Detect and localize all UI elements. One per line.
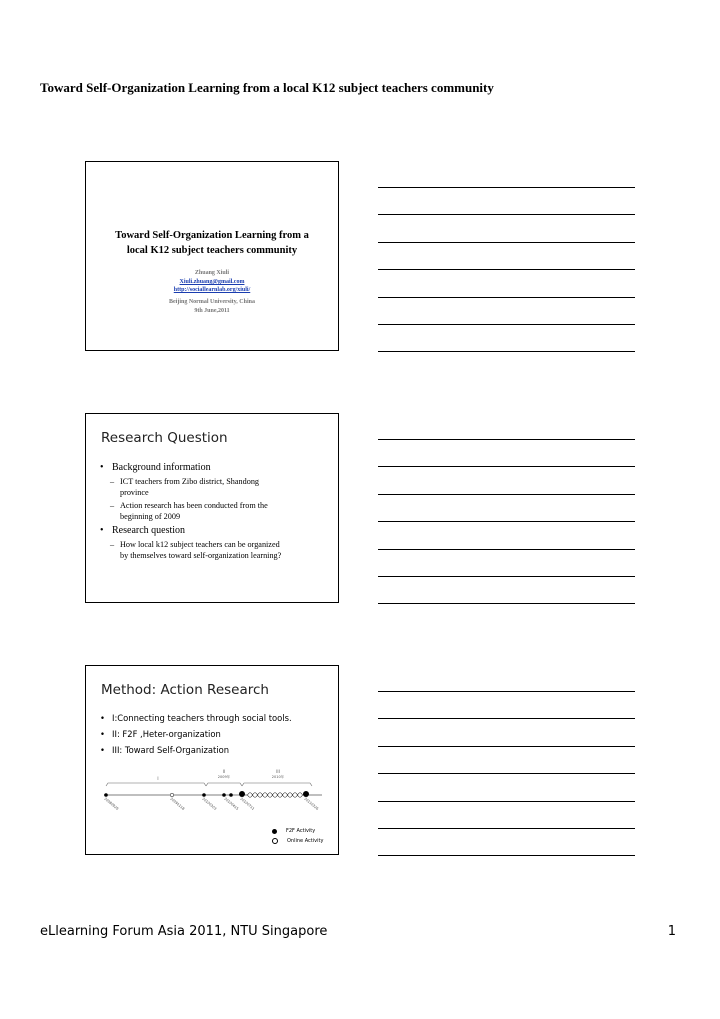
- institution: Beijing Normal University, China: [168, 299, 255, 305]
- f2f-marker: [229, 793, 233, 797]
- hollow-circle-icon: [272, 838, 278, 844]
- author-url-link[interactable]: http://sociallearnlab.org/xiuli/: [173, 287, 251, 293]
- slide-2-bullets: [100, 461, 328, 563]
- bullet-phase-1: • I:Connecting teachers through social tools.: [100, 712, 328, 724]
- slide-2: [85, 413, 339, 603]
- online-marker: [288, 793, 292, 797]
- slide-3-bullets: [100, 712, 328, 760]
- presentation-date: 9th June,2011: [194, 308, 230, 314]
- timeline-diagram: [100, 768, 326, 820]
- timeline-legend: [272, 826, 323, 846]
- note-line: [378, 801, 635, 802]
- slide-1-title-line-2: local K12 subject teachers community: [126, 245, 298, 256]
- sub-bullet-line: by themselves toward self-organization learning?: [120, 551, 282, 560]
- date-label: 20100711: [239, 796, 256, 811]
- sub-bullet-line: province: [120, 488, 149, 497]
- online-marker: [248, 793, 252, 797]
- online-marker: [273, 793, 277, 797]
- date-label: 20100415: [223, 796, 240, 811]
- note-line: [378, 603, 635, 604]
- legend-online-label: Online Activity: [287, 838, 324, 844]
- note-line: [378, 521, 635, 522]
- bullet-phase-3: • III: Toward Self-Organization: [100, 744, 328, 756]
- sub-bullet-line: beginning of 2009: [120, 512, 181, 521]
- online-marker: [258, 793, 262, 797]
- note-line: [378, 466, 635, 467]
- note-line: [378, 855, 635, 856]
- phase-2-bracket: [206, 783, 242, 786]
- slide-2-heading: Research Question: [101, 430, 228, 446]
- note-line: [378, 324, 635, 325]
- sub-bullet-line: – How local k12 subject teachers can be organized: [120, 540, 280, 549]
- date-label: 20110326: [303, 796, 320, 811]
- date-label: 20091118: [169, 796, 186, 811]
- legend-f2f-label: F2F Activity: [286, 828, 316, 834]
- note-line: [378, 269, 635, 270]
- note-line: [378, 773, 635, 774]
- online-marker: [253, 793, 257, 797]
- slide-3: [85, 665, 339, 855]
- phase-1-label: I: [157, 776, 159, 781]
- sub-bullet-line: – Action research has been conducted from the: [120, 501, 268, 510]
- note-line: [378, 214, 635, 215]
- legend-row-f2f: [272, 826, 323, 836]
- sub-bullet: [100, 539, 328, 561]
- online-marker: [283, 793, 287, 797]
- bullet-research-question: • Research question: [100, 524, 328, 537]
- note-line: [378, 691, 635, 692]
- online-marker: [298, 793, 302, 797]
- document-title: Toward Self-Organization Learning from a local K12 subject teachers community: [40, 80, 494, 95]
- sub-bullet: [100, 476, 328, 498]
- online-marker: [293, 793, 297, 797]
- phase-3-label: III: [276, 769, 280, 774]
- bullet-phase-2: • II: F2F ,Heter-organization: [100, 728, 328, 740]
- online-marker: [268, 793, 272, 797]
- phase-2-label: II: [222, 769, 226, 774]
- date-label: 20100303: [201, 796, 218, 811]
- note-line: [378, 494, 635, 495]
- date-label: 20080929: [103, 796, 120, 811]
- sub-bullet: [100, 500, 328, 522]
- bullet-background: • Background information: [100, 461, 328, 474]
- legend-row-online: [272, 836, 323, 846]
- note-line: [378, 718, 635, 719]
- note-line: [378, 242, 635, 243]
- slide-1: [85, 161, 339, 351]
- note-line: [378, 828, 635, 829]
- slide-3-heading: Method: Action Research: [101, 682, 269, 698]
- sub-bullet-line: – ICT teachers from Zibo district, Shandong: [120, 477, 260, 486]
- note-line: [378, 549, 635, 550]
- note-line: [378, 439, 635, 440]
- phase-3-bracket: [242, 783, 312, 786]
- online-marker: [263, 793, 267, 797]
- note-line: [378, 351, 635, 352]
- note-line: [378, 297, 635, 298]
- phase-2-sublabel: 2009年: [217, 775, 231, 779]
- filled-circle-icon: [272, 829, 277, 834]
- note-line: [378, 187, 635, 188]
- slide-1-title: [86, 228, 338, 258]
- online-marker: [278, 793, 282, 797]
- note-line: [378, 746, 635, 747]
- footer-conference: eLlearning Forum Asia 2011, NTU Singapore: [40, 924, 328, 939]
- page-number: 1: [667, 924, 676, 939]
- note-line: [378, 576, 635, 577]
- author-email-link[interactable]: Xiuli.zhuang@gmail.com: [179, 279, 245, 285]
- author-name: Zhuang Xiuli: [194, 270, 230, 276]
- phase-1-bracket: [106, 783, 206, 786]
- slide-1-title-line-1: Toward Self-Organization Learning from a: [115, 230, 309, 241]
- phase-3-sublabel: 2010年: [271, 775, 285, 779]
